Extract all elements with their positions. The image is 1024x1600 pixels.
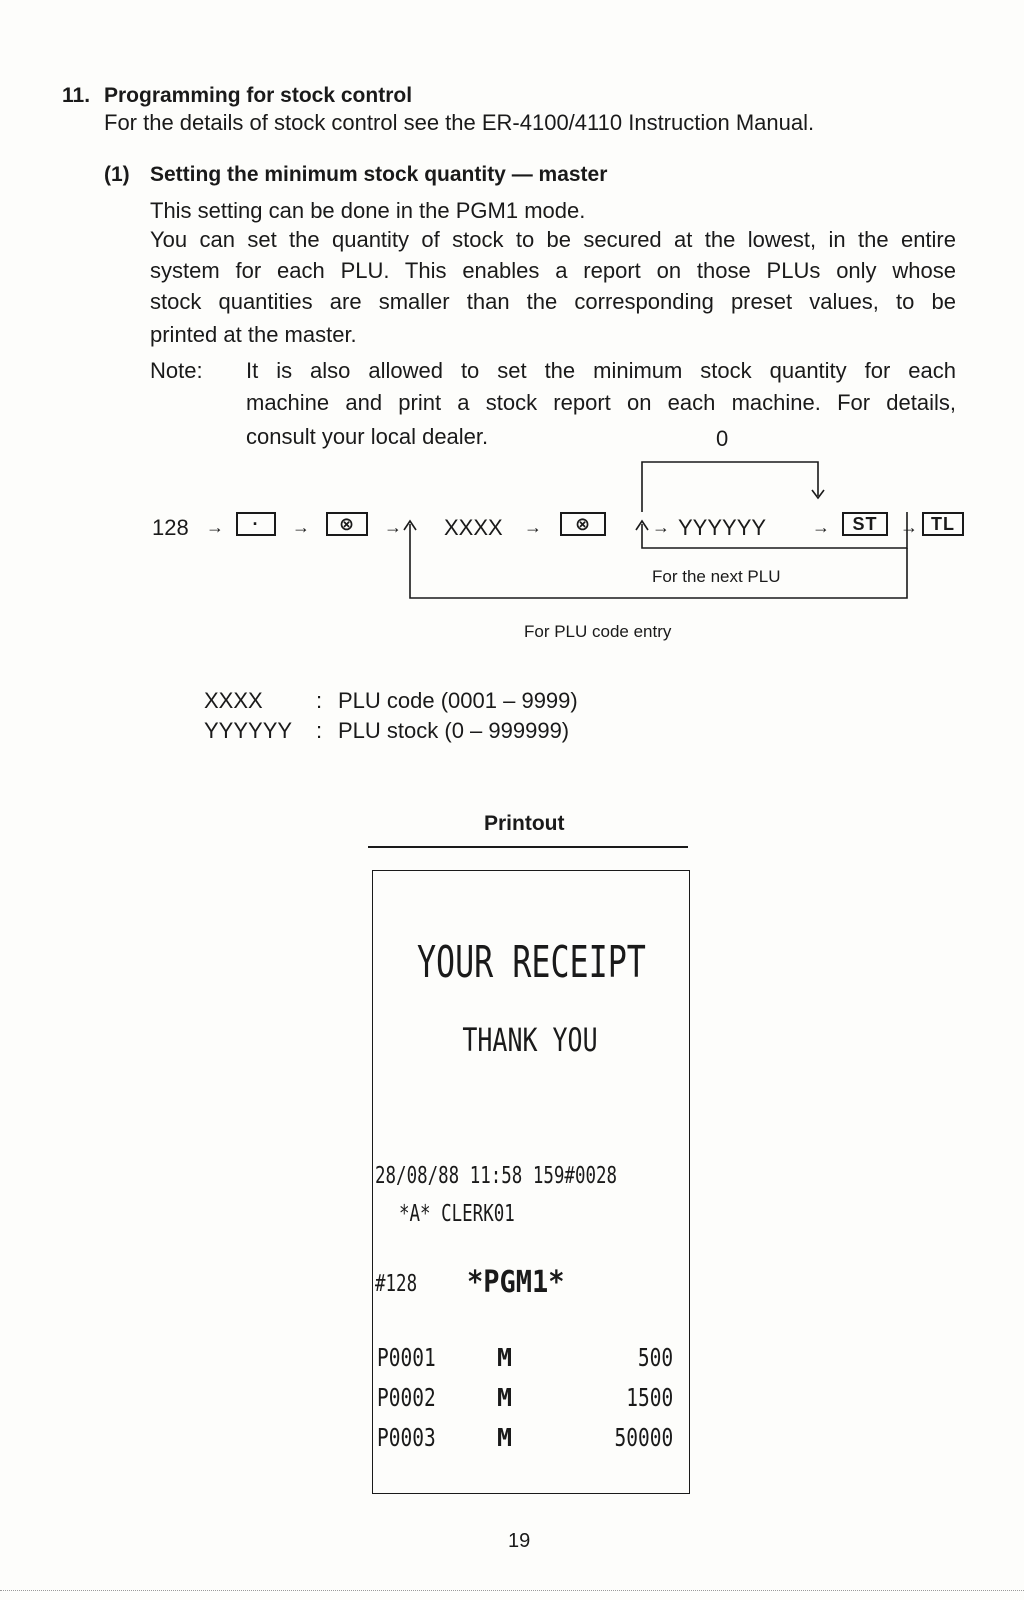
page-number: 19 (508, 1530, 531, 1552)
arrow-icon: → (900, 517, 918, 537)
receipt-qty: 50000 (614, 1423, 673, 1452)
receipt-plu: P0001 (377, 1343, 436, 1372)
para-line-3: system for each PLU. This enables a report on those PLUs only whose (150, 258, 956, 283)
note-line-2: machine and print a stock report on each machine. For details, (246, 390, 956, 415)
receipt-title: YOUR RECEIPT (416, 937, 646, 988)
section-intro: For the details of stock control see the ER-4100/4110 Instruction Manual. (104, 110, 815, 135)
para-line-1: This setting can be done in the PGM1 mode. (150, 198, 586, 223)
receipt-datetime: 28/08/88 11:58 159#0028 (375, 1163, 618, 1189)
receipt-mode-code: #128 (375, 1271, 418, 1297)
arrow-icon: → (652, 517, 670, 537)
stock-placeholder: YYYYYY (678, 515, 767, 540)
para-line-2: You can set the quantity of stock to be secured at the lowest, in the entire (150, 227, 956, 252)
receipt-qty: 1500 (626, 1383, 673, 1412)
receipt (372, 870, 690, 1494)
receipt-flag: M (497, 1383, 513, 1412)
note-line-3: consult your local dealer. (246, 424, 489, 449)
tl-key: TL (922, 512, 964, 536)
legend-sep: : (316, 718, 323, 743)
multiply-key: ⊗ (560, 512, 606, 536)
zero-label: 0 (716, 426, 729, 451)
receipt-qty: 500 (637, 1343, 673, 1372)
receipt-clerk: *A* CLERK01 (399, 1201, 515, 1227)
arrow-icon: → (206, 517, 224, 537)
subsection-number: (1) (104, 163, 130, 186)
receipt-flag: M (497, 1343, 513, 1372)
zero-loop-line (642, 462, 818, 512)
para-line-5: printed at the master. (150, 322, 357, 347)
para-line-4: stock quantities are smaller than the corresponding preset values, to be (150, 289, 956, 314)
legend-sep: : (316, 688, 323, 713)
receipt-thank-you: THANK YOU (462, 1021, 598, 1059)
subsection-title: Setting the minimum stock quantity — master (150, 163, 608, 186)
note-line-1: It is also allowed to set the minimum stock quantity for each (246, 358, 956, 383)
printout-heading: Printout (484, 812, 565, 835)
legend-desc-stock: PLU stock (0 – 999999) (338, 718, 570, 743)
arrow-icon: → (812, 517, 830, 537)
flow-lines (0, 0, 1024, 640)
multiply-key: ⊗ (326, 512, 368, 536)
arrow-icon: → (524, 517, 542, 537)
legend-term-plu-code: XXXX (204, 688, 263, 713)
next-plu-label: For the next PLU (652, 567, 781, 586)
receipt-flag: M (497, 1423, 513, 1452)
point-key: · (236, 512, 276, 536)
receipt-plu: P0002 (377, 1383, 436, 1412)
plu-entry-label: For PLU code entry (524, 622, 672, 641)
st-key: ST (842, 512, 888, 536)
legend-desc-plu-code: PLU code (0001 – 9999) (338, 688, 578, 713)
start-code: 128 (152, 515, 189, 540)
arrow-icon: → (384, 517, 402, 537)
note-label: Note: (150, 358, 203, 383)
legend-term-stock: YYYYYY (204, 718, 293, 743)
receipt-plu: P0003 (377, 1423, 436, 1452)
plu-code-placeholder: XXXX (444, 515, 503, 540)
section-title: Programming for stock control (104, 84, 413, 107)
receipt-mode-name: *PGM1* (467, 1265, 565, 1300)
page-bottom-edge (0, 1590, 1024, 1591)
arrow-icon: → (292, 517, 310, 537)
section-number: 11. (62, 84, 91, 107)
printout-rule (368, 846, 688, 848)
